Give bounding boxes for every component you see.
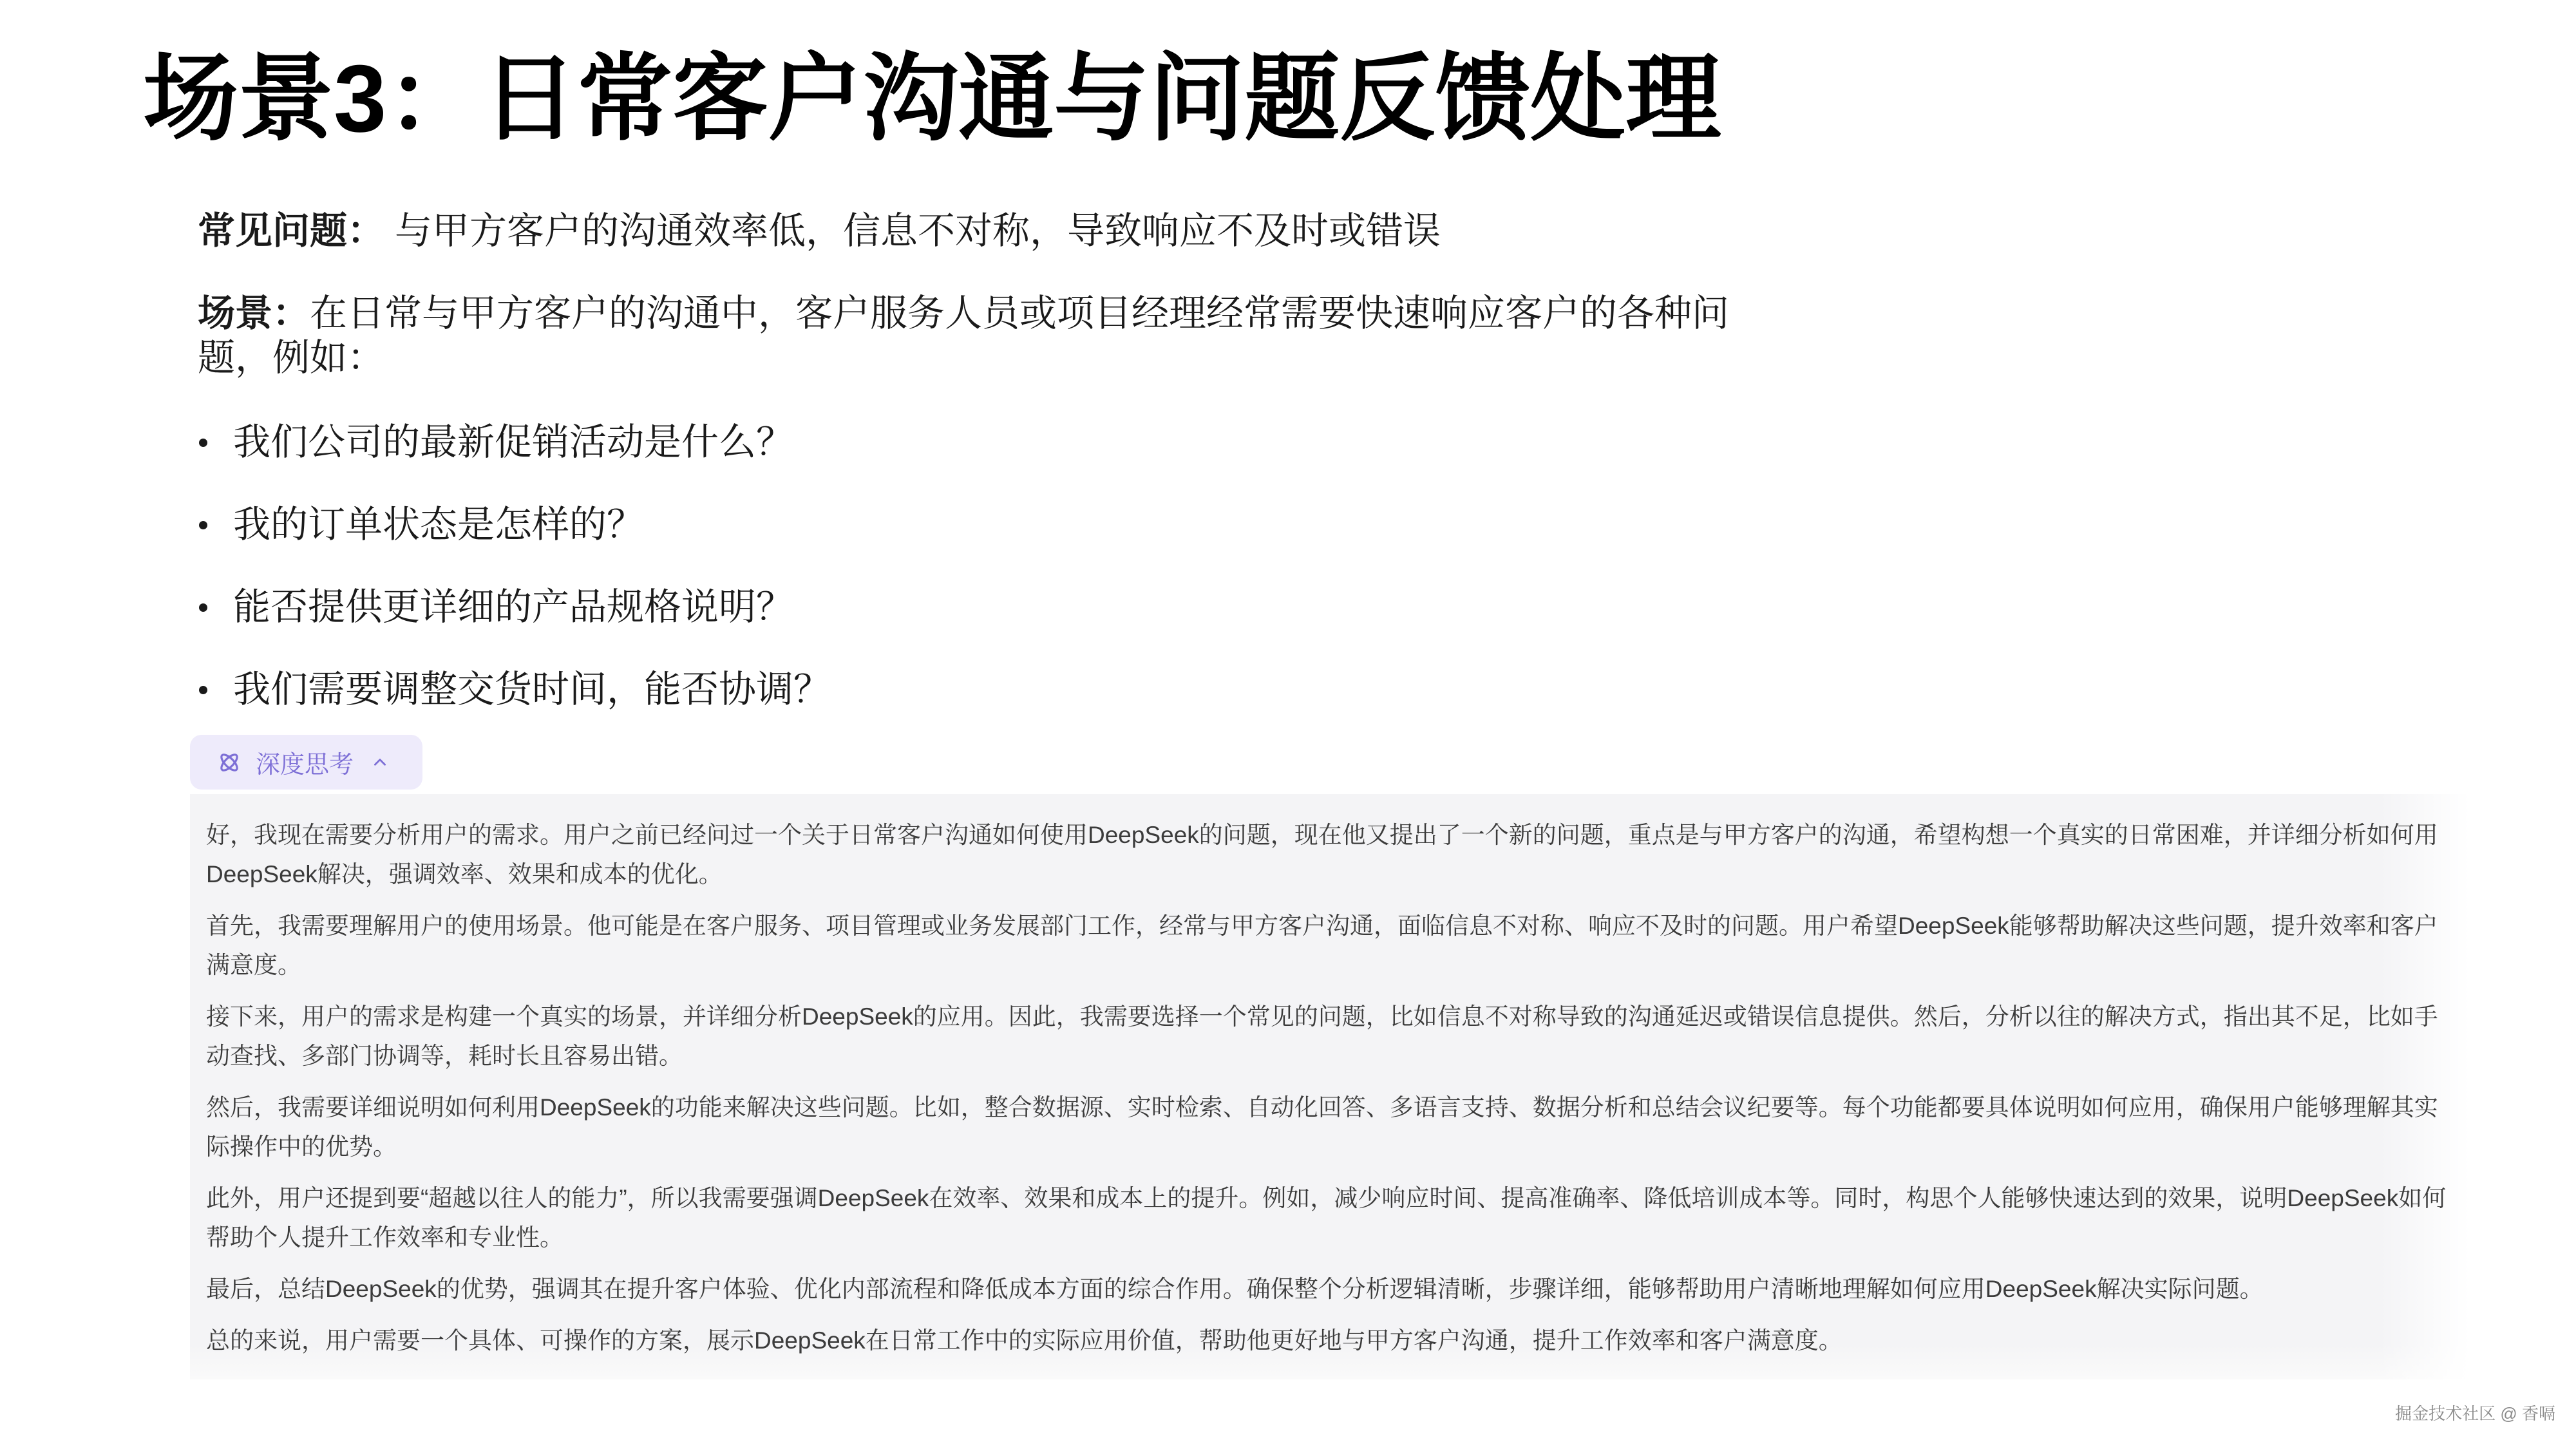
thinking-paragraph: 最后，总结DeepSeek的优势，强调其在提升客户体验、优化内部流程和降低成本方面的综合作用。确保整个分析逻辑清晰，步骤详细，能够帮助用户清晰地理解如何应用DeepSeek解决实际问题。	[206, 1276, 2264, 1302]
thinking-paragraph: 总的来说，用户需要一个具体、可操作的方案，展示DeepSeek在日常工作中的实际应用价值，帮助他更好地与甲方客户沟通，提升工作效率和客户满意度。	[206, 1327, 1842, 1354]
list-item	[198, 420, 2130, 465]
bullet-dot	[199, 439, 207, 447]
scene-text: 在日常与甲方客户的沟通中，客户服务人员或项目经理经常需要快速响应客户的各种问题，例如：	[198, 292, 1730, 379]
thinking-paragraph: 接下来，用户的需求是构建一个真实的场景，并详细分析DeepSeek的应用。因此，我需要选择一个常见的问题，比如信息不对称导致的沟通延迟或错误信息提供。然后，分析以往的解决方式，指出其不足，比如手动查找、多部门协调等，耗时长且容易出错。	[206, 1003, 2438, 1069]
example-question: 我的订单状态是怎样的？	[233, 504, 645, 545]
bullet-dot	[199, 603, 207, 612]
scene-description	[198, 291, 1743, 380]
example-question: 我们需要调整交货时间，能否协调？	[233, 668, 831, 710]
list-item	[198, 667, 2130, 712]
deep-think-toggle-label: 深度思考	[256, 752, 354, 779]
thinking-paragraph: 此外，用户还提到要“超越以往人的能力”，所以我需要强调DeepSeek在效率、效果和成本上的提升。例如，减少响应时间、提高准确率、降低培训成本等。同时，构思个人能够快速达到的效果，说明DeepSeek如何帮助个人提升工作效率和专业性。	[206, 1185, 2447, 1251]
list-item	[198, 585, 2130, 630]
chevron-up-icon	[372, 754, 388, 771]
bullet-dot	[199, 521, 207, 529]
thinking-paragraph: 好，我现在需要分析用户的需求。用户之前已经问过一个关于日常客户沟通如何使用DeepSeek的问题，现在他又提出了一个新的问题，重点是与甲方客户的沟通，希望构想一个真实的日常困难，并详细分析如何用DeepSeek解决，强调效率、效果和成本的优化。	[206, 822, 2438, 887]
scene-label: 场景：	[198, 292, 310, 334]
thinking-paragraph: 首先，我需要理解用户的使用场景。他可能是在客户服务、项目管理或业务发展部门工作，经常与甲方客户沟通，面临信息不对称、响应不及时的问题。用户希望DeepSeek能够帮助解决这些问题，提升效率和客户满意度。	[206, 913, 2438, 978]
watermark: 掘金技术社区 @ 香嗝	[2395, 1404, 2555, 1423]
common-problem	[198, 209, 2130, 254]
slide-title: 场景3：日常客户沟通与问题反馈处理	[143, 46, 1721, 152]
thinking-paragraph: 然后，我需要详细说明如何利用DeepSeek的功能来解决这些问题。比如，整合数据源、实时检索、自动化回答、多语言支持、数据分析和总结会议纪要等。每个功能都要具体说明如何应用，确保用户能够理解其实际操作中的优势。	[206, 1094, 2438, 1160]
common-problem-text: 与甲方客户的沟通效率低，信息不对称，导致响应不及时或错误	[395, 210, 1441, 252]
example-question: 能否提供更详细的产品规格说明？	[233, 586, 794, 628]
list-item	[198, 502, 2130, 547]
deep-think-icon	[217, 750, 242, 775]
example-question-list	[198, 420, 2130, 750]
example-question: 我们公司的最新促销活动是什么？	[233, 421, 794, 463]
bullet-dot	[199, 686, 207, 694]
common-problem-label: 常见问题：	[198, 210, 385, 252]
deep-think-content	[190, 794, 2470, 1379]
deep-think-toggle-button[interactable]	[190, 735, 422, 790]
